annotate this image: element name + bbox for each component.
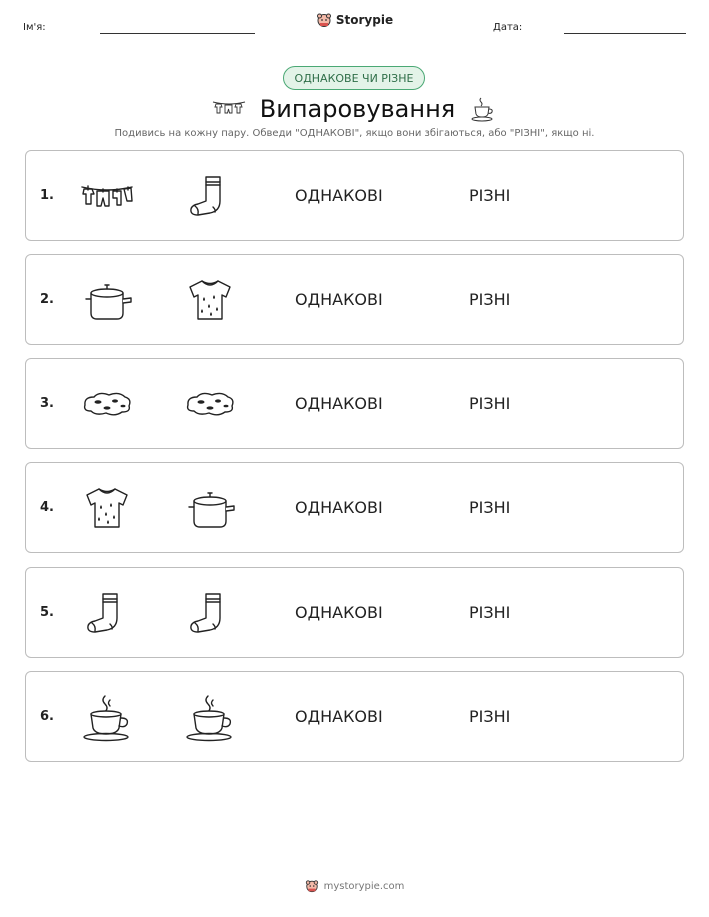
question-number: 1.: [40, 188, 54, 203]
wet-tshirt-icon: [182, 275, 238, 325]
question-number: 6.: [40, 709, 54, 724]
wet-tshirt-icon: [79, 483, 135, 533]
same-option[interactable]: ОДНАКОВІ: [295, 186, 383, 205]
same-option[interactable]: ОДНАКОВІ: [295, 394, 383, 413]
question-number: 3.: [40, 396, 54, 411]
name-label: Ім'я:: [23, 22, 46, 33]
question-row-6: [25, 671, 684, 762]
sock-icon: [79, 588, 135, 638]
puddle-icon: [182, 379, 238, 429]
steaming-cup-icon: [182, 692, 238, 742]
pot-icon: [79, 275, 135, 325]
question-row-2: [25, 254, 684, 345]
brand-logo: [0, 12, 709, 28]
question-row-5: [25, 567, 684, 658]
same-option[interactable]: ОДНАКОВІ: [295, 707, 383, 726]
different-option[interactable]: РІЗНІ: [469, 498, 511, 517]
footer-url: mystorypie.com: [323, 880, 405, 892]
date-write-line[interactable]: [564, 33, 686, 34]
date-label: Дата:: [493, 22, 523, 33]
question-number: 5.: [40, 605, 54, 620]
different-option[interactable]: РІЗНІ: [469, 707, 511, 726]
question-number: 4.: [40, 500, 54, 515]
steaming-cup-icon: [79, 692, 135, 742]
same-option[interactable]: ОДНАКОВІ: [295, 290, 383, 309]
different-option[interactable]: РІЗНІ: [469, 290, 511, 309]
pot-icon: [182, 483, 238, 533]
question-number: 2.: [40, 292, 54, 307]
same-option[interactable]: ОДНАКОВІ: [295, 603, 383, 622]
storypie-mascot-icon: [305, 879, 319, 893]
different-option[interactable]: РІЗНІ: [469, 394, 511, 413]
title-row: [0, 92, 709, 126]
sock-icon: [182, 171, 238, 221]
different-option[interactable]: РІЗНІ: [469, 186, 511, 205]
clothesline-icon: [212, 99, 246, 119]
same-option[interactable]: ОДНАКОВІ: [295, 498, 383, 517]
name-write-line[interactable]: [100, 33, 255, 34]
clothesline-icon: [79, 171, 135, 221]
footer: [0, 879, 709, 893]
instructions: Подивись на кожну пару. Обведи "ОДНАКОВІ", якщо вони збігаються, або "РІЗНІ", якщо ні.: [114, 128, 595, 139]
different-option[interactable]: РІЗНІ: [469, 603, 511, 622]
question-row-4: [25, 462, 684, 553]
brand-name: Storypie: [335, 13, 394, 27]
page-title: Випаровування: [259, 95, 456, 123]
storypie-mascot-icon: [316, 12, 332, 28]
worksheet-type-badge: ОДНАКОВЕ ЧИ РІЗНЕ: [283, 66, 425, 90]
sock-icon: [182, 588, 238, 638]
question-row-3: [25, 358, 684, 449]
steaming-cup-icon: [469, 96, 497, 122]
question-row-1: [25, 150, 684, 241]
puddle-icon: [79, 379, 135, 429]
